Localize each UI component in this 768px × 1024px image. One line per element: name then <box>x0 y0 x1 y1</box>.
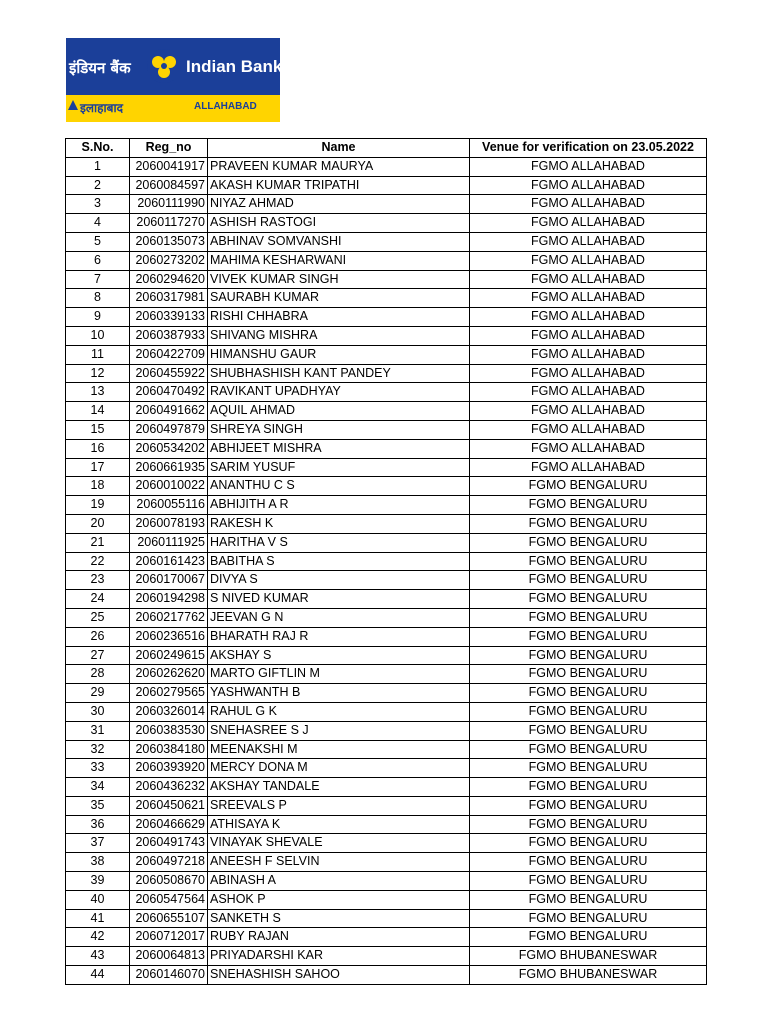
cell-sno: 9 <box>66 308 130 327</box>
cell-name: RISHI CHHABRA <box>208 308 470 327</box>
cell-reg-no: 2060547564 <box>130 890 208 909</box>
cell-name: SAURABH KUMAR <box>208 289 470 308</box>
cell-venue: FGMO ALLAHABAD <box>470 270 707 289</box>
cell-sno: 13 <box>66 383 130 402</box>
table-row <box>66 289 707 308</box>
allahabad-triangle-icon <box>68 100 78 110</box>
cell-venue: FGMO BHUBANESWAR <box>470 947 707 966</box>
cell-venue: FGMO ALLAHABAD <box>470 402 707 421</box>
cell-reg-no: 2060111925 <box>130 533 208 552</box>
cell-name: RAVIKANT UPADHYAY <box>208 383 470 402</box>
cell-name: HIMANSHU GAUR <box>208 345 470 364</box>
cell-sno: 20 <box>66 514 130 533</box>
table-row <box>66 702 707 721</box>
table-row <box>66 928 707 947</box>
cell-reg-no: 2060466629 <box>130 815 208 834</box>
indian-bank-logo <box>66 38 283 122</box>
cell-name: SARIM YUSUF <box>208 458 470 477</box>
logo-hindi-text: इंडियन बैंक <box>69 59 131 77</box>
cell-sno: 35 <box>66 796 130 815</box>
table-row <box>66 890 707 909</box>
cell-name: ABHIJITH A R <box>208 496 470 515</box>
cell-name: VIVEK KUMAR SINGH <box>208 270 470 289</box>
table-row <box>66 420 707 439</box>
table-row <box>66 232 707 251</box>
cell-sno: 33 <box>66 759 130 778</box>
table-row <box>66 176 707 195</box>
cell-reg-no: 2060161423 <box>130 552 208 571</box>
cell-reg-no: 2060041917 <box>130 157 208 176</box>
cell-name: DIVYA S <box>208 571 470 590</box>
cell-name: JEEVAN G N <box>208 608 470 627</box>
table-row <box>66 552 707 571</box>
cell-name: YASHWANTH B <box>208 684 470 703</box>
cell-sno: 5 <box>66 232 130 251</box>
header-venue: Venue for verification on 23.05.2022 <box>470 139 707 158</box>
cell-reg-no: 2060055116 <box>130 496 208 515</box>
table-row <box>66 251 707 270</box>
table-row <box>66 778 707 797</box>
cell-reg-no: 2060661935 <box>130 458 208 477</box>
cell-reg-no: 2060384180 <box>130 740 208 759</box>
cell-name: ABINASH A <box>208 872 470 891</box>
cell-venue: FGMO ALLAHABAD <box>470 345 707 364</box>
table-row <box>66 458 707 477</box>
table-row <box>66 496 707 515</box>
cell-venue: FGMO ALLAHABAD <box>470 251 707 270</box>
cell-venue: FGMO ALLAHABAD <box>470 157 707 176</box>
table-row <box>66 364 707 383</box>
cell-sno: 44 <box>66 966 130 985</box>
table-row <box>66 270 707 289</box>
cell-name: MERCY DONA M <box>208 759 470 778</box>
cell-sno: 30 <box>66 702 130 721</box>
logo-allahabad-hindi: इलाहाबाद <box>80 101 123 115</box>
cell-name: MAHIMA KESHARWANI <box>208 251 470 270</box>
cell-sno: 14 <box>66 402 130 421</box>
cell-name: MARTO GIFTLIN M <box>208 665 470 684</box>
cell-venue: FGMO BENGALURU <box>470 552 707 571</box>
cell-venue: FGMO ALLAHABAD <box>470 458 707 477</box>
cell-reg-no: 2060393920 <box>130 759 208 778</box>
cell-reg-no: 2060534202 <box>130 439 208 458</box>
cell-name: MEENAKSHI M <box>208 740 470 759</box>
cell-name: SHREYA SINGH <box>208 420 470 439</box>
cell-name: ABHINAV SOMVANSHI <box>208 232 470 251</box>
cell-sno: 34 <box>66 778 130 797</box>
cell-venue: FGMO BENGALURU <box>470 608 707 627</box>
table-row <box>66 590 707 609</box>
cell-sno: 26 <box>66 627 130 646</box>
cell-venue: FGMO BENGALURU <box>470 533 707 552</box>
cell-sno: 40 <box>66 890 130 909</box>
table-header-row <box>66 139 707 158</box>
cell-reg-no: 2060262620 <box>130 665 208 684</box>
cell-reg-no: 2060497218 <box>130 853 208 872</box>
cell-venue: FGMO BENGALURU <box>470 514 707 533</box>
table-row <box>66 947 707 966</box>
cell-sno: 2 <box>66 176 130 195</box>
cell-venue: FGMO BENGALURU <box>470 890 707 909</box>
cell-venue: FGMO BENGALURU <box>470 477 707 496</box>
cell-venue: FGMO BENGALURU <box>470 796 707 815</box>
cell-venue: FGMO BENGALURU <box>470 853 707 872</box>
cell-sno: 8 <box>66 289 130 308</box>
cell-venue: FGMO ALLAHABAD <box>470 439 707 458</box>
cell-venue: FGMO BENGALURU <box>470 834 707 853</box>
cell-reg-no: 2060317981 <box>130 289 208 308</box>
cell-name: NIYAZ AHMAD <box>208 195 470 214</box>
cell-name: AKSHAY TANDALE <box>208 778 470 797</box>
cell-venue: FGMO BENGALURU <box>470 627 707 646</box>
cell-name: PRAVEEN KUMAR MAURYA <box>208 157 470 176</box>
cell-venue: FGMO BENGALURU <box>470 909 707 928</box>
cell-reg-no: 2060436232 <box>130 778 208 797</box>
table-row <box>66 533 707 552</box>
cell-reg-no: 2060450621 <box>130 796 208 815</box>
cell-venue: FGMO BENGALURU <box>470 571 707 590</box>
cell-sno: 36 <box>66 815 130 834</box>
table-row <box>66 815 707 834</box>
cell-sno: 3 <box>66 195 130 214</box>
cell-name: RAHUL G K <box>208 702 470 721</box>
cell-venue: FGMO BENGALURU <box>470 702 707 721</box>
cell-reg-no: 2060279565 <box>130 684 208 703</box>
cell-reg-no: 2060010022 <box>130 477 208 496</box>
cell-reg-no: 2060655107 <box>130 909 208 928</box>
table-row <box>66 740 707 759</box>
cell-sno: 28 <box>66 665 130 684</box>
cell-name: ANEESH F SELVIN <box>208 853 470 872</box>
cell-venue: FGMO ALLAHABAD <box>470 289 707 308</box>
header-reg-no: Reg_no <box>130 139 208 158</box>
cell-name: SREEVALS P <box>208 796 470 815</box>
logo-allahabad-english: ALLAHABAD <box>194 101 257 112</box>
cell-reg-no: 2060491662 <box>130 402 208 421</box>
header-sno: S.No. <box>66 139 130 158</box>
cell-reg-no: 2060236516 <box>130 627 208 646</box>
table-row <box>66 214 707 233</box>
table-row <box>66 608 707 627</box>
cell-sno: 42 <box>66 928 130 947</box>
cell-name: S NIVED KUMAR <box>208 590 470 609</box>
table-body <box>66 157 707 984</box>
cell-venue: FGMO BENGALURU <box>470 721 707 740</box>
cell-reg-no: 2060217762 <box>130 608 208 627</box>
cell-reg-no: 2060084597 <box>130 176 208 195</box>
cell-reg-no: 2060111990 <box>130 195 208 214</box>
cell-sno: 17 <box>66 458 130 477</box>
cell-venue: FGMO BENGALURU <box>470 684 707 703</box>
cell-name: PRIYADARSHI KAR <box>208 947 470 966</box>
table-row <box>66 646 707 665</box>
cell-name: ABHIJEET MISHRA <box>208 439 470 458</box>
cell-name: ASHISH RASTOGI <box>208 214 470 233</box>
indian-bank-emblem-icon <box>146 48 182 84</box>
cell-venue: FGMO ALLAHABAD <box>470 364 707 383</box>
cell-venue: FGMO ALLAHABAD <box>470 176 707 195</box>
table-row <box>66 853 707 872</box>
cell-reg-no: 2060294620 <box>130 270 208 289</box>
table-row <box>66 514 707 533</box>
cell-sno: 7 <box>66 270 130 289</box>
cell-sno: 15 <box>66 420 130 439</box>
table-row <box>66 721 707 740</box>
cell-venue: FGMO ALLAHABAD <box>470 308 707 327</box>
cell-sno: 25 <box>66 608 130 627</box>
cell-reg-no: 2060508670 <box>130 872 208 891</box>
cell-sno: 1 <box>66 157 130 176</box>
cell-name: RAKESH K <box>208 514 470 533</box>
table-row <box>66 345 707 364</box>
table-row <box>66 834 707 853</box>
cell-reg-no: 2060117270 <box>130 214 208 233</box>
cell-sno: 12 <box>66 364 130 383</box>
cell-venue: FGMO BENGALURU <box>470 815 707 834</box>
cell-venue: FGMO BENGALURU <box>470 740 707 759</box>
cell-sno: 41 <box>66 909 130 928</box>
cell-sno: 4 <box>66 214 130 233</box>
cell-reg-no: 2060712017 <box>130 928 208 947</box>
cell-reg-no: 2060146070 <box>130 966 208 985</box>
table-row <box>66 477 707 496</box>
table-row <box>66 571 707 590</box>
cell-name: SANKETH S <box>208 909 470 928</box>
cell-venue: FGMO BENGALURU <box>470 646 707 665</box>
logo-english-text: Indian Bank <box>186 57 283 76</box>
cell-sno: 29 <box>66 684 130 703</box>
cell-venue: FGMO ALLAHABAD <box>470 232 707 251</box>
cell-venue: FGMO ALLAHABAD <box>470 214 707 233</box>
table-row <box>66 684 707 703</box>
cell-venue: FGMO ALLAHABAD <box>470 195 707 214</box>
cell-name: SNEHASHISH SAHOO <box>208 966 470 985</box>
cell-name: AQUIL AHMAD <box>208 402 470 421</box>
cell-sno: 38 <box>66 853 130 872</box>
cell-name: BHARATH RAJ R <box>208 627 470 646</box>
cell-name: VINAYAK SHEVALE <box>208 834 470 853</box>
cell-name: AKSHAY S <box>208 646 470 665</box>
cell-sno: 22 <box>66 552 130 571</box>
table-row <box>66 439 707 458</box>
header-name: Name <box>208 139 470 158</box>
cell-reg-no: 2060064813 <box>130 947 208 966</box>
cell-name: HARITHA V S <box>208 533 470 552</box>
cell-reg-no: 2060383530 <box>130 721 208 740</box>
table-row <box>66 759 707 778</box>
cell-reg-no: 2060455922 <box>130 364 208 383</box>
table-row <box>66 665 707 684</box>
cell-sno: 37 <box>66 834 130 853</box>
table-row <box>66 872 707 891</box>
cell-reg-no: 2060273202 <box>130 251 208 270</box>
cell-sno: 43 <box>66 947 130 966</box>
verification-table <box>65 138 707 985</box>
cell-reg-no: 2060249615 <box>130 646 208 665</box>
cell-venue: FGMO BENGALURU <box>470 778 707 797</box>
table-row <box>66 308 707 327</box>
cell-sno: 19 <box>66 496 130 515</box>
cell-sno: 39 <box>66 872 130 891</box>
table-row <box>66 966 707 985</box>
cell-venue: FGMO BENGALURU <box>470 759 707 778</box>
cell-sno: 23 <box>66 571 130 590</box>
cell-reg-no: 2060339133 <box>130 308 208 327</box>
table-row <box>66 195 707 214</box>
cell-name: ANANTHU C S <box>208 477 470 496</box>
cell-sno: 10 <box>66 326 130 345</box>
cell-venue: FGMO BHUBANESWAR <box>470 966 707 985</box>
table-row <box>66 627 707 646</box>
cell-sno: 16 <box>66 439 130 458</box>
cell-name: AKASH KUMAR TRIPATHI <box>208 176 470 195</box>
cell-reg-no: 2060170067 <box>130 571 208 590</box>
cell-reg-no: 2060387933 <box>130 326 208 345</box>
cell-venue: FGMO ALLAHABAD <box>470 326 707 345</box>
cell-reg-no: 2060194298 <box>130 590 208 609</box>
cell-reg-no: 2060078193 <box>130 514 208 533</box>
cell-sno: 24 <box>66 590 130 609</box>
cell-sno: 27 <box>66 646 130 665</box>
table-row <box>66 909 707 928</box>
cell-reg-no: 2060491743 <box>130 834 208 853</box>
table-row <box>66 326 707 345</box>
cell-name: ATHISAYA K <box>208 815 470 834</box>
cell-name: SHUBHASHISH KANT PANDEY <box>208 364 470 383</box>
table-row <box>66 157 707 176</box>
cell-venue: FGMO ALLAHABAD <box>470 383 707 402</box>
cell-venue: FGMO BENGALURU <box>470 496 707 515</box>
cell-venue: FGMO BENGALURU <box>470 928 707 947</box>
cell-venue: FGMO BENGALURU <box>470 872 707 891</box>
cell-name: ASHOK P <box>208 890 470 909</box>
cell-venue: FGMO BENGALURU <box>470 665 707 684</box>
cell-sno: 6 <box>66 251 130 270</box>
cell-sno: 18 <box>66 477 130 496</box>
cell-name: SHIVANG MISHRA <box>208 326 470 345</box>
table-row <box>66 383 707 402</box>
cell-name: RUBY RAJAN <box>208 928 470 947</box>
cell-sno: 31 <box>66 721 130 740</box>
cell-sno: 21 <box>66 533 130 552</box>
cell-sno: 11 <box>66 345 130 364</box>
table-row <box>66 402 707 421</box>
cell-reg-no: 2060470492 <box>130 383 208 402</box>
cell-sno: 32 <box>66 740 130 759</box>
cell-venue: FGMO ALLAHABAD <box>470 420 707 439</box>
cell-name: SNEHASREE S J <box>208 721 470 740</box>
cell-reg-no: 2060326014 <box>130 702 208 721</box>
cell-reg-no: 2060135073 <box>130 232 208 251</box>
cell-venue: FGMO BENGALURU <box>470 590 707 609</box>
cell-reg-no: 2060422709 <box>130 345 208 364</box>
table-row <box>66 796 707 815</box>
cell-reg-no: 2060497879 <box>130 420 208 439</box>
cell-name: BABITHA S <box>208 552 470 571</box>
